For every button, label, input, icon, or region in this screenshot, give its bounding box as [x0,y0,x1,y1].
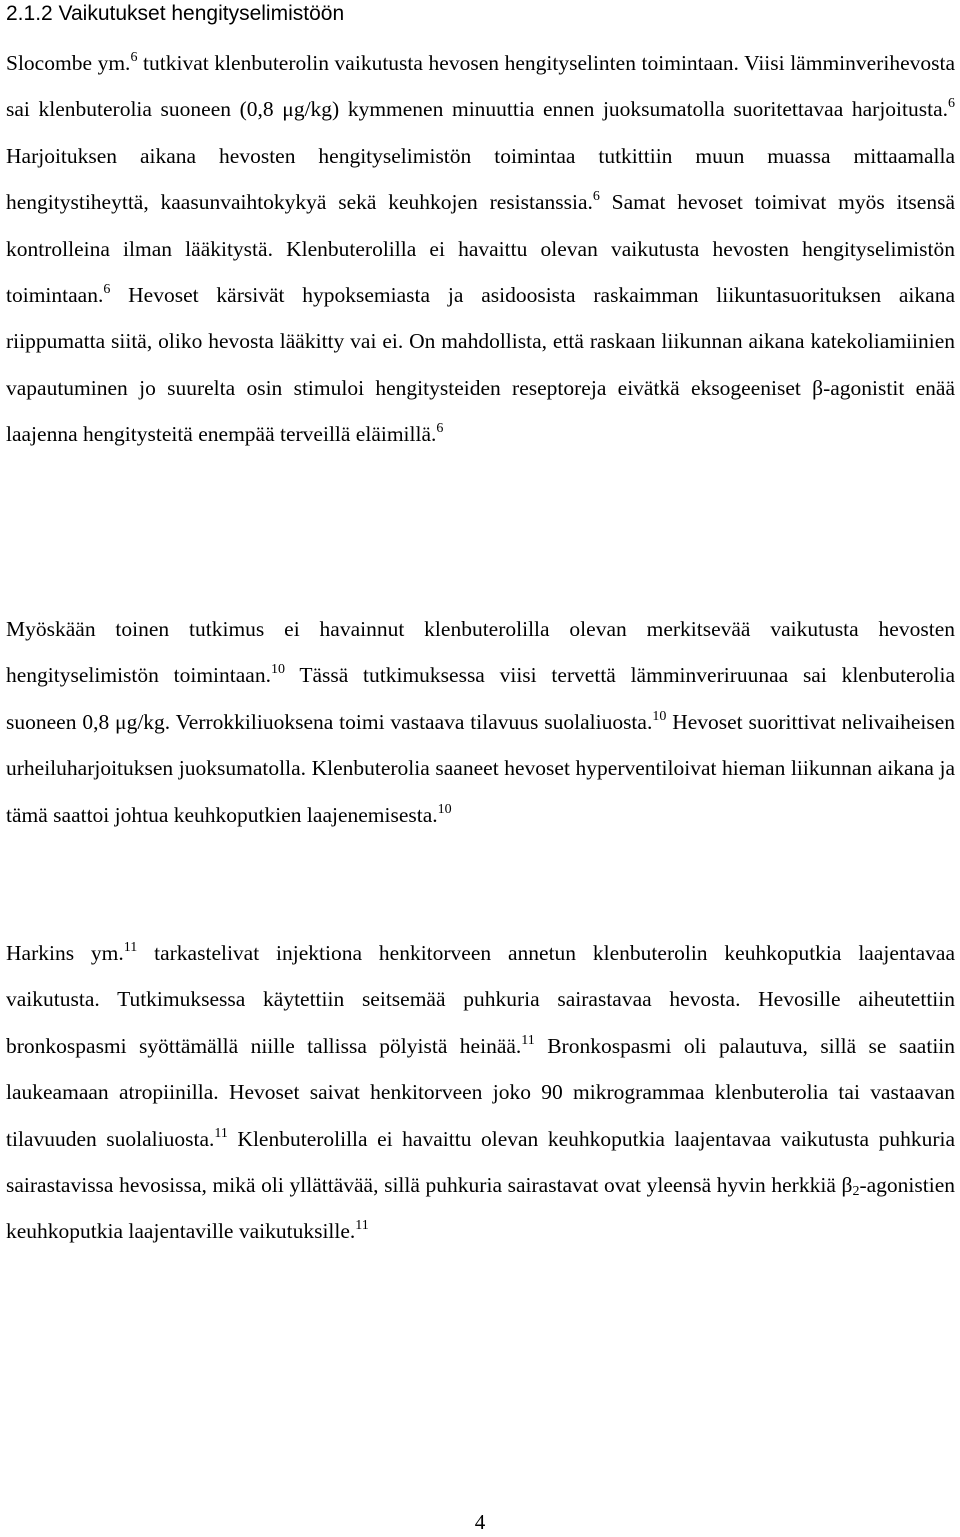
citation-reference: 11 [521,1032,535,1048]
paragraph-text: Tässä tutkimuksessa viisi tervettä lämminveriruunaa sai klenbuterolia suoneen 0,8 μg/kg. Verrokkiliuoksena toimi vastaava tilavuus suolaliuosta. [6,663,956,734]
paragraph-text: tarkastelivat injektiona henkitorveen annetun klenbuterolin keuhkoputkia laajentavaa vaikutusta. Tutkimuksessa käytettiin seitsemää puhkuria sairastavaa hevosta. Hevosille aiheutettiin bronkospasmi syöttämällä niille tallissa pölyistä heinää. [6,941,955,1058]
paragraph-text: Samat hevoset toimivat myös itsensä kontrolleina ilman lääkitystä. Klenbuterolilla ei havaittu olevan vaikutusta hevosten hengityselimistön toimintaan. [6,190,955,308]
paragraph-text: Hevoset suorittivat nelivaiheisen urheiluharjoituksen juoksumatolla. Klenbuterolia saaneet hevoset hyperventiloivat hieman liikunnan aikana ja tämä saattoi johtua keuhkoputkien laajenemisesta. [6,709,955,827]
citation-reference: 11 [355,1218,369,1234]
citation-reference: 11 [214,1125,228,1141]
citation-reference: 10 [270,662,285,678]
paragraph-text: Myöskään toinen tutkimus ei havainnut klenbuterolilla olevan merkitsevää vaikutusta hevosten hengityselimistön toimintaan. [6,617,955,688]
paragraph-3 [6,930,955,1255]
citation-reference: 11 [123,940,138,955]
paragraph-text: Hevoset kärsivät hypoksemiasta ja asidoosista raskaimman liikuntasuorituksen aikana riippumatta siitä, oliko hevosta lääkitty vai ei. On mahdollista, että raskaan liikunnan aikana katekoliamiinien vapautuminen jo suurelta osin stimuloi hengitysteiden reseptoreja eivätkä eksogeeniset β-agonistit enää laajenna hengitysteitä enempää terveillä eläimillä. [6,283,955,447]
paragraph-2 [6,606,955,838]
citation-reference: 6 [948,96,955,112]
paragraph-text: Slocombe ym. [6,51,131,75]
citation-reference: 6 [592,189,600,205]
paragraph-text: -agonistien keuhkoputkia laajentaville vaikutuksille. [6,1173,955,1244]
paragraph-text: tutkivat klenbuterolin vaikutusta hevosen hengityselinten toimintaan. Viisi lämminverihevosta sai klenbuterolia suoneen (0,8 μg/kg) kymmenen minuuttia ennen juoksumatolla suoritettavaa harjoitusta. [6,51,955,122]
subscript: 2 [852,1184,860,1200]
paragraph-text: Harjoituksen aikana hevosten hengityselimistön toimintaa tutkittiin muun muassa mittaamalla hengitystiheyttä, kaasunvaihtokykyä sekä keuhkojen resistanssia. [6,143,955,215]
paragraph-1 [6,40,955,458]
paragraph-text: Bronkospasmi oli palautuva, sillä se saatiin laukeamaan atropiinilla. Hevoset saivat henkitorveen joko 90 mikrogrammaa klenbuterolia tai vastaavan tilavuuden suolaliuosta. [6,1033,956,1151]
paragraph-text: Klenbuterolilla ei havaittu olevan keuhkoputkia laajentavaa vaikutusta puhkuria sairastavissa hevosissa, mikä oli yllättävää, sillä puhkuria sairastavat ovat yleensä hyvin herkkiä β [6,1126,955,1198]
citation-reference: 6 [130,50,138,65]
citation-reference: 10 [652,708,667,724]
page-number: 4 [474,1510,486,1534]
paragraph-text: Harkins ym. [6,941,124,965]
citation-reference: 10 [437,801,452,817]
citation-reference: 6 [103,282,111,298]
citation-reference: 6 [436,421,444,437]
section-heading: 2.1.2 Vaikutukset hengityselimistöön [6,2,345,25]
